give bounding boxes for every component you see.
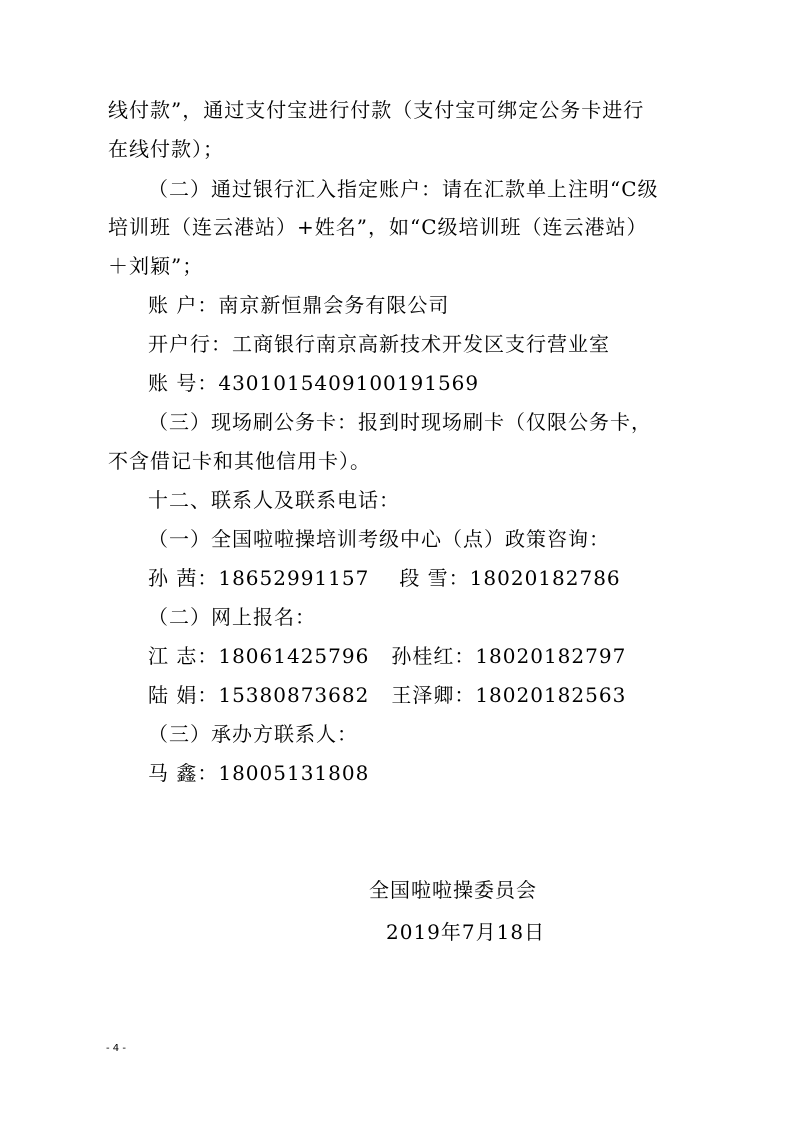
payment-bank-line-3: ＋刘颖”； [108,254,204,278]
contact-policy-2: 段 雪：18020182786 [399,566,621,590]
policy-consult-heading: （一）全国啦啦操培训考级中心（点）政策咨询： [148,527,610,551]
account-name: 账 户：南京新恒鼎会务有限公司 [148,293,450,317]
account-number: 账 号：4301015409100191569 [148,371,480,395]
payment-card-line-2: 不含借记卡和其他信用卡）。 [108,449,371,473]
contact-policy-1: 孙 茜：18652991157 [148,566,370,590]
contacts-heading: 十二、联系人及联系电话： [148,488,400,512]
policy-contacts-row [148,564,621,592]
contact-signup-2: 孙桂红：18020182797 [391,644,627,668]
payment-card-line-1: （三）现场刷公务卡：报到时现场刷卡（仅限公务卡， [148,410,652,434]
contact-organizer-1: 马 鑫：18005131808 [148,761,370,785]
signup-contacts-row-1 [148,642,626,670]
payment-alipay-line-1: 线付款”，通过支付宝进行付款（支付宝可绑定公务卡进行 [108,98,645,122]
signup-contacts-row-2 [148,681,626,709]
payment-alipay-line-2: 在线付款）； [108,137,224,161]
signature-date: 2019年7月18日 [386,920,546,944]
payment-bank-line-2: 培训班（连云港站）+姓名”，如“C级培训班（连云港站） [108,215,648,239]
contact-signup-4: 王泽卿：18020182563 [391,683,627,707]
online-signup-heading: （二）网上报名： [148,605,316,629]
signature-org: 全国啦啦操委员会 [369,878,537,902]
account-bank: 开户行：工商银行南京高新技术开发区支行营业室 [148,332,610,356]
contact-signup-3: 陆 娟：15380873682 [148,683,370,707]
payment-bank-line-1: （二）通过银行汇入指定账户：请在汇款单上注明“C级 [148,177,659,201]
organizer-contact-heading: （三）承办方联系人： [148,722,358,746]
contact-signup-1: 江 志：18061425796 [148,644,370,668]
page-number: - 4 - [106,1043,126,1054]
